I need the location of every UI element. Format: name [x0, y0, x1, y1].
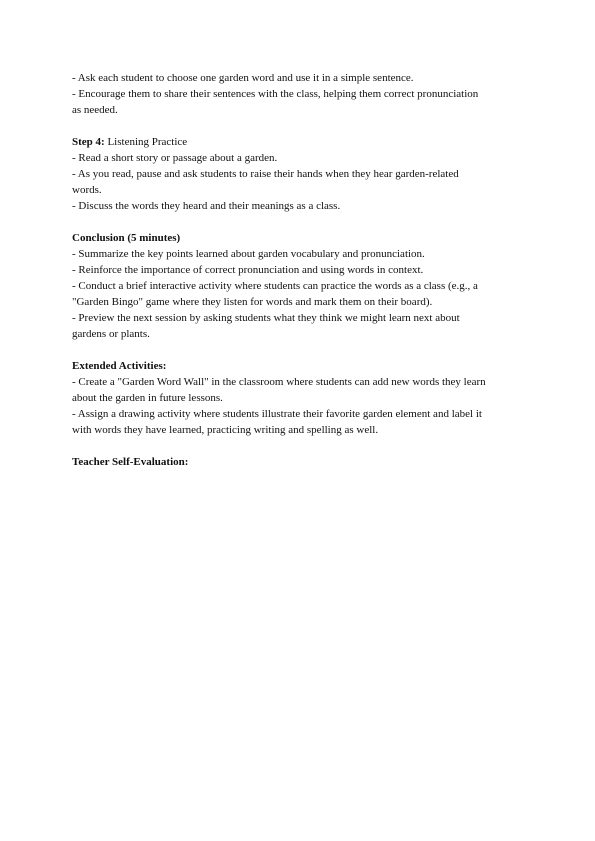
- step4-heading: [72, 134, 532, 150]
- self-evaluation-section: [72, 454, 532, 470]
- section-spacer: [72, 214, 532, 230]
- extended-heading: Extended Activities:: [72, 360, 167, 372]
- step4-line-3: words.: [72, 184, 102, 196]
- conclusion-line-5: - Preview the next session by asking students what they think we might learn next about: [72, 312, 460, 324]
- step4-title: Listening Practice: [104, 136, 188, 148]
- step4-section: [72, 134, 532, 214]
- conclusion-line-3: - Conduct a brief interactive activity where students can practice the words as a class (e.g., a: [72, 280, 478, 292]
- intro-line-1: - Ask each student to choose one garden word and use it in a simple sentence.: [72, 72, 414, 84]
- conclusion-line-2: - Reinforce the importance of correct pronunciation and using words in context.: [72, 264, 424, 276]
- document-page: [72, 70, 532, 470]
- step4-line-4: - Discuss the words they heard and their meanings as a class.: [72, 200, 341, 212]
- section-spacer: [72, 438, 532, 454]
- intro-line-2: - Encourage them to share their sentences with the class, helping them correct pronunciation: [72, 88, 479, 100]
- step4-line-2: - As you read, pause and ask students to raise their hands when they hear garden-related: [72, 168, 459, 180]
- conclusion-line-4: "Garden Bingo" game where they listen for words and mark them on their board).: [72, 296, 433, 308]
- self-evaluation-heading: Teacher Self-Evaluation:: [72, 456, 189, 468]
- extended-line-4: with words they have learned, practicing writing and spelling as well.: [72, 424, 379, 436]
- intro-line-3: as needed.: [72, 104, 118, 116]
- section-spacer: [72, 118, 532, 134]
- section-spacer: [72, 342, 532, 358]
- intro-section: [72, 70, 532, 118]
- step4-line-1: - Read a short story or passage about a garden.: [72, 152, 278, 164]
- conclusion-line-6: gardens or plants.: [72, 328, 150, 340]
- step4-label: Step 4:: [72, 136, 105, 148]
- extended-line-1: - Create a "Garden Word Wall" in the classroom where students can add new words they learn: [72, 376, 486, 388]
- extended-line-2: about the garden in future lessons.: [72, 392, 223, 404]
- conclusion-heading: Conclusion (5 minutes): [72, 232, 181, 244]
- conclusion-line-1: - Summarize the key points learned about garden vocabulary and pronunciation.: [72, 248, 425, 260]
- extended-line-3: - Assign a drawing activity where students illustrate their favorite garden element and label it: [72, 408, 482, 420]
- extended-activities-section: [72, 358, 532, 438]
- conclusion-section: [72, 230, 532, 342]
